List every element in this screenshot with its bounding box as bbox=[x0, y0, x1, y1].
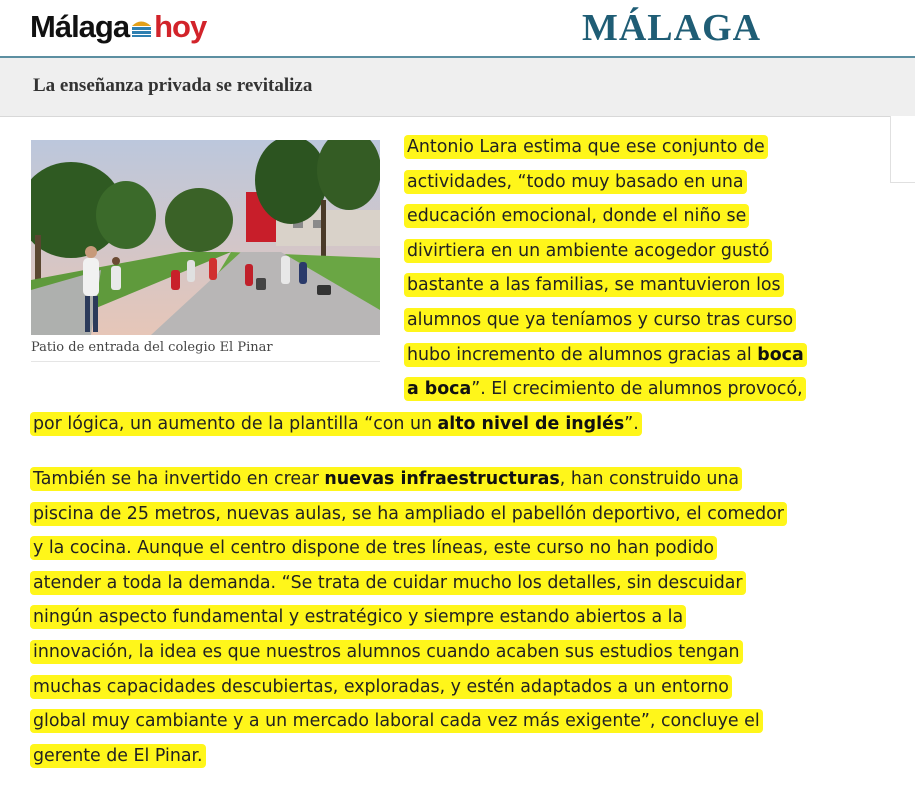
side-tab[interactable] bbox=[890, 116, 915, 183]
text-line bbox=[404, 269, 784, 302]
highlighted-text bbox=[404, 273, 784, 297]
text-line bbox=[30, 498, 787, 531]
text-line bbox=[30, 463, 742, 496]
section-title[interactable]: MÁLAGA bbox=[582, 7, 762, 49]
text-span: muchas capacidades descubiertas, exploradas, y estén adaptados a un entorno bbox=[33, 676, 729, 697]
text-line bbox=[30, 740, 206, 773]
text-line bbox=[30, 532, 717, 565]
text-span: hubo incremento de alumnos gracias al bbox=[407, 344, 758, 365]
text-span: Antonio Lara estima que ese conjunto de bbox=[407, 137, 765, 157]
highlighted-text bbox=[404, 204, 749, 228]
bold-phrase: a boca bbox=[407, 379, 472, 400]
text-span: global muy cambiante y a un mercado laboral cada vez más exigente”, concluye el bbox=[33, 711, 760, 732]
sun-sea-logo-icon bbox=[130, 16, 153, 38]
site-logo[interactable] bbox=[30, 9, 206, 45]
text-line bbox=[404, 131, 768, 164]
text-line bbox=[404, 373, 806, 406]
highlighted-text bbox=[30, 605, 686, 629]
text-span: gerente de El Pinar. bbox=[33, 745, 203, 766]
text-line bbox=[404, 166, 747, 199]
article-headline: La enseñanza privada se revitaliza bbox=[33, 75, 313, 96]
bold-phrase: boca bbox=[757, 344, 804, 365]
text-span: educación emocional, donde el niño se bbox=[407, 206, 747, 227]
text-span: , han construido una bbox=[559, 469, 740, 489]
highlighted-text bbox=[30, 744, 206, 768]
text-span: divirtiera en un ambiente acogedor gustó bbox=[407, 240, 770, 261]
highlighted-text bbox=[30, 467, 742, 491]
highlighted-text bbox=[30, 502, 787, 526]
text-span: bastante a las familias, se mantuvieron los bbox=[407, 275, 781, 296]
bold-phrase: nuevas infraestructuras bbox=[324, 469, 560, 489]
highlighted-text bbox=[404, 343, 807, 367]
text-span: alumnos que ya teníamos y curso tras curso bbox=[407, 310, 794, 330]
masthead bbox=[0, 0, 915, 56]
photo-caption: Patio de entrada del colegio El Pinar bbox=[31, 340, 380, 362]
highlighted-text bbox=[30, 571, 746, 595]
highlighted-text bbox=[30, 640, 743, 664]
brand-name-right: hoy bbox=[154, 9, 207, 44]
text-line bbox=[30, 636, 743, 669]
article-photo bbox=[31, 140, 380, 335]
subheader-bar bbox=[0, 58, 915, 117]
text-span: por lógica, un aumento de la plantilla “con un bbox=[33, 413, 438, 434]
text-line bbox=[30, 601, 686, 634]
schoolyard-image bbox=[31, 140, 380, 335]
text-span: atender a toda la demanda. “Se trata de cuidar mucho los detalles, sin descuidar bbox=[33, 572, 743, 593]
highlighted-text bbox=[404, 308, 796, 332]
bold-phrase: alto nivel de inglés bbox=[437, 413, 625, 434]
text-span: ningún aspecto fundamental y estratégico y siempre estando abiertos a la bbox=[33, 607, 684, 628]
text-span: innovación, la idea es que nuestros alumnos cuando acaben sus estudios tengan bbox=[33, 642, 740, 662]
highlighted-text bbox=[404, 377, 806, 401]
text-span: También se ha invertido en crear bbox=[33, 469, 325, 489]
text-line bbox=[404, 304, 796, 337]
highlighted-text bbox=[30, 709, 763, 733]
text-line bbox=[404, 200, 749, 233]
highlighted-text bbox=[30, 412, 642, 436]
text-line bbox=[404, 339, 807, 372]
text-span: ”. El crecimiento de alumnos provocó, bbox=[471, 379, 803, 400]
text-line bbox=[30, 671, 732, 704]
text-line bbox=[30, 567, 746, 600]
text-span: piscina de 25 metros, nuevas aulas, se ha ampliado el pabellón deportivo, el comedor bbox=[33, 503, 784, 524]
highlighted-text bbox=[404, 170, 747, 194]
highlighted-text bbox=[30, 536, 717, 560]
highlighted-text bbox=[30, 675, 732, 699]
text-line bbox=[30, 705, 763, 738]
text-span: ”. bbox=[624, 413, 639, 434]
text-span: actividades, “todo muy basado en una bbox=[407, 171, 744, 192]
text-span: y la cocina. Aunque el centro dispone de tres líneas, este curso no han podido bbox=[33, 538, 715, 559]
highlighted-text bbox=[404, 239, 772, 263]
text-line bbox=[30, 408, 642, 441]
brand-name-left: Málaga bbox=[30, 9, 130, 44]
text-line bbox=[404, 235, 772, 268]
highlighted-text bbox=[404, 135, 768, 159]
